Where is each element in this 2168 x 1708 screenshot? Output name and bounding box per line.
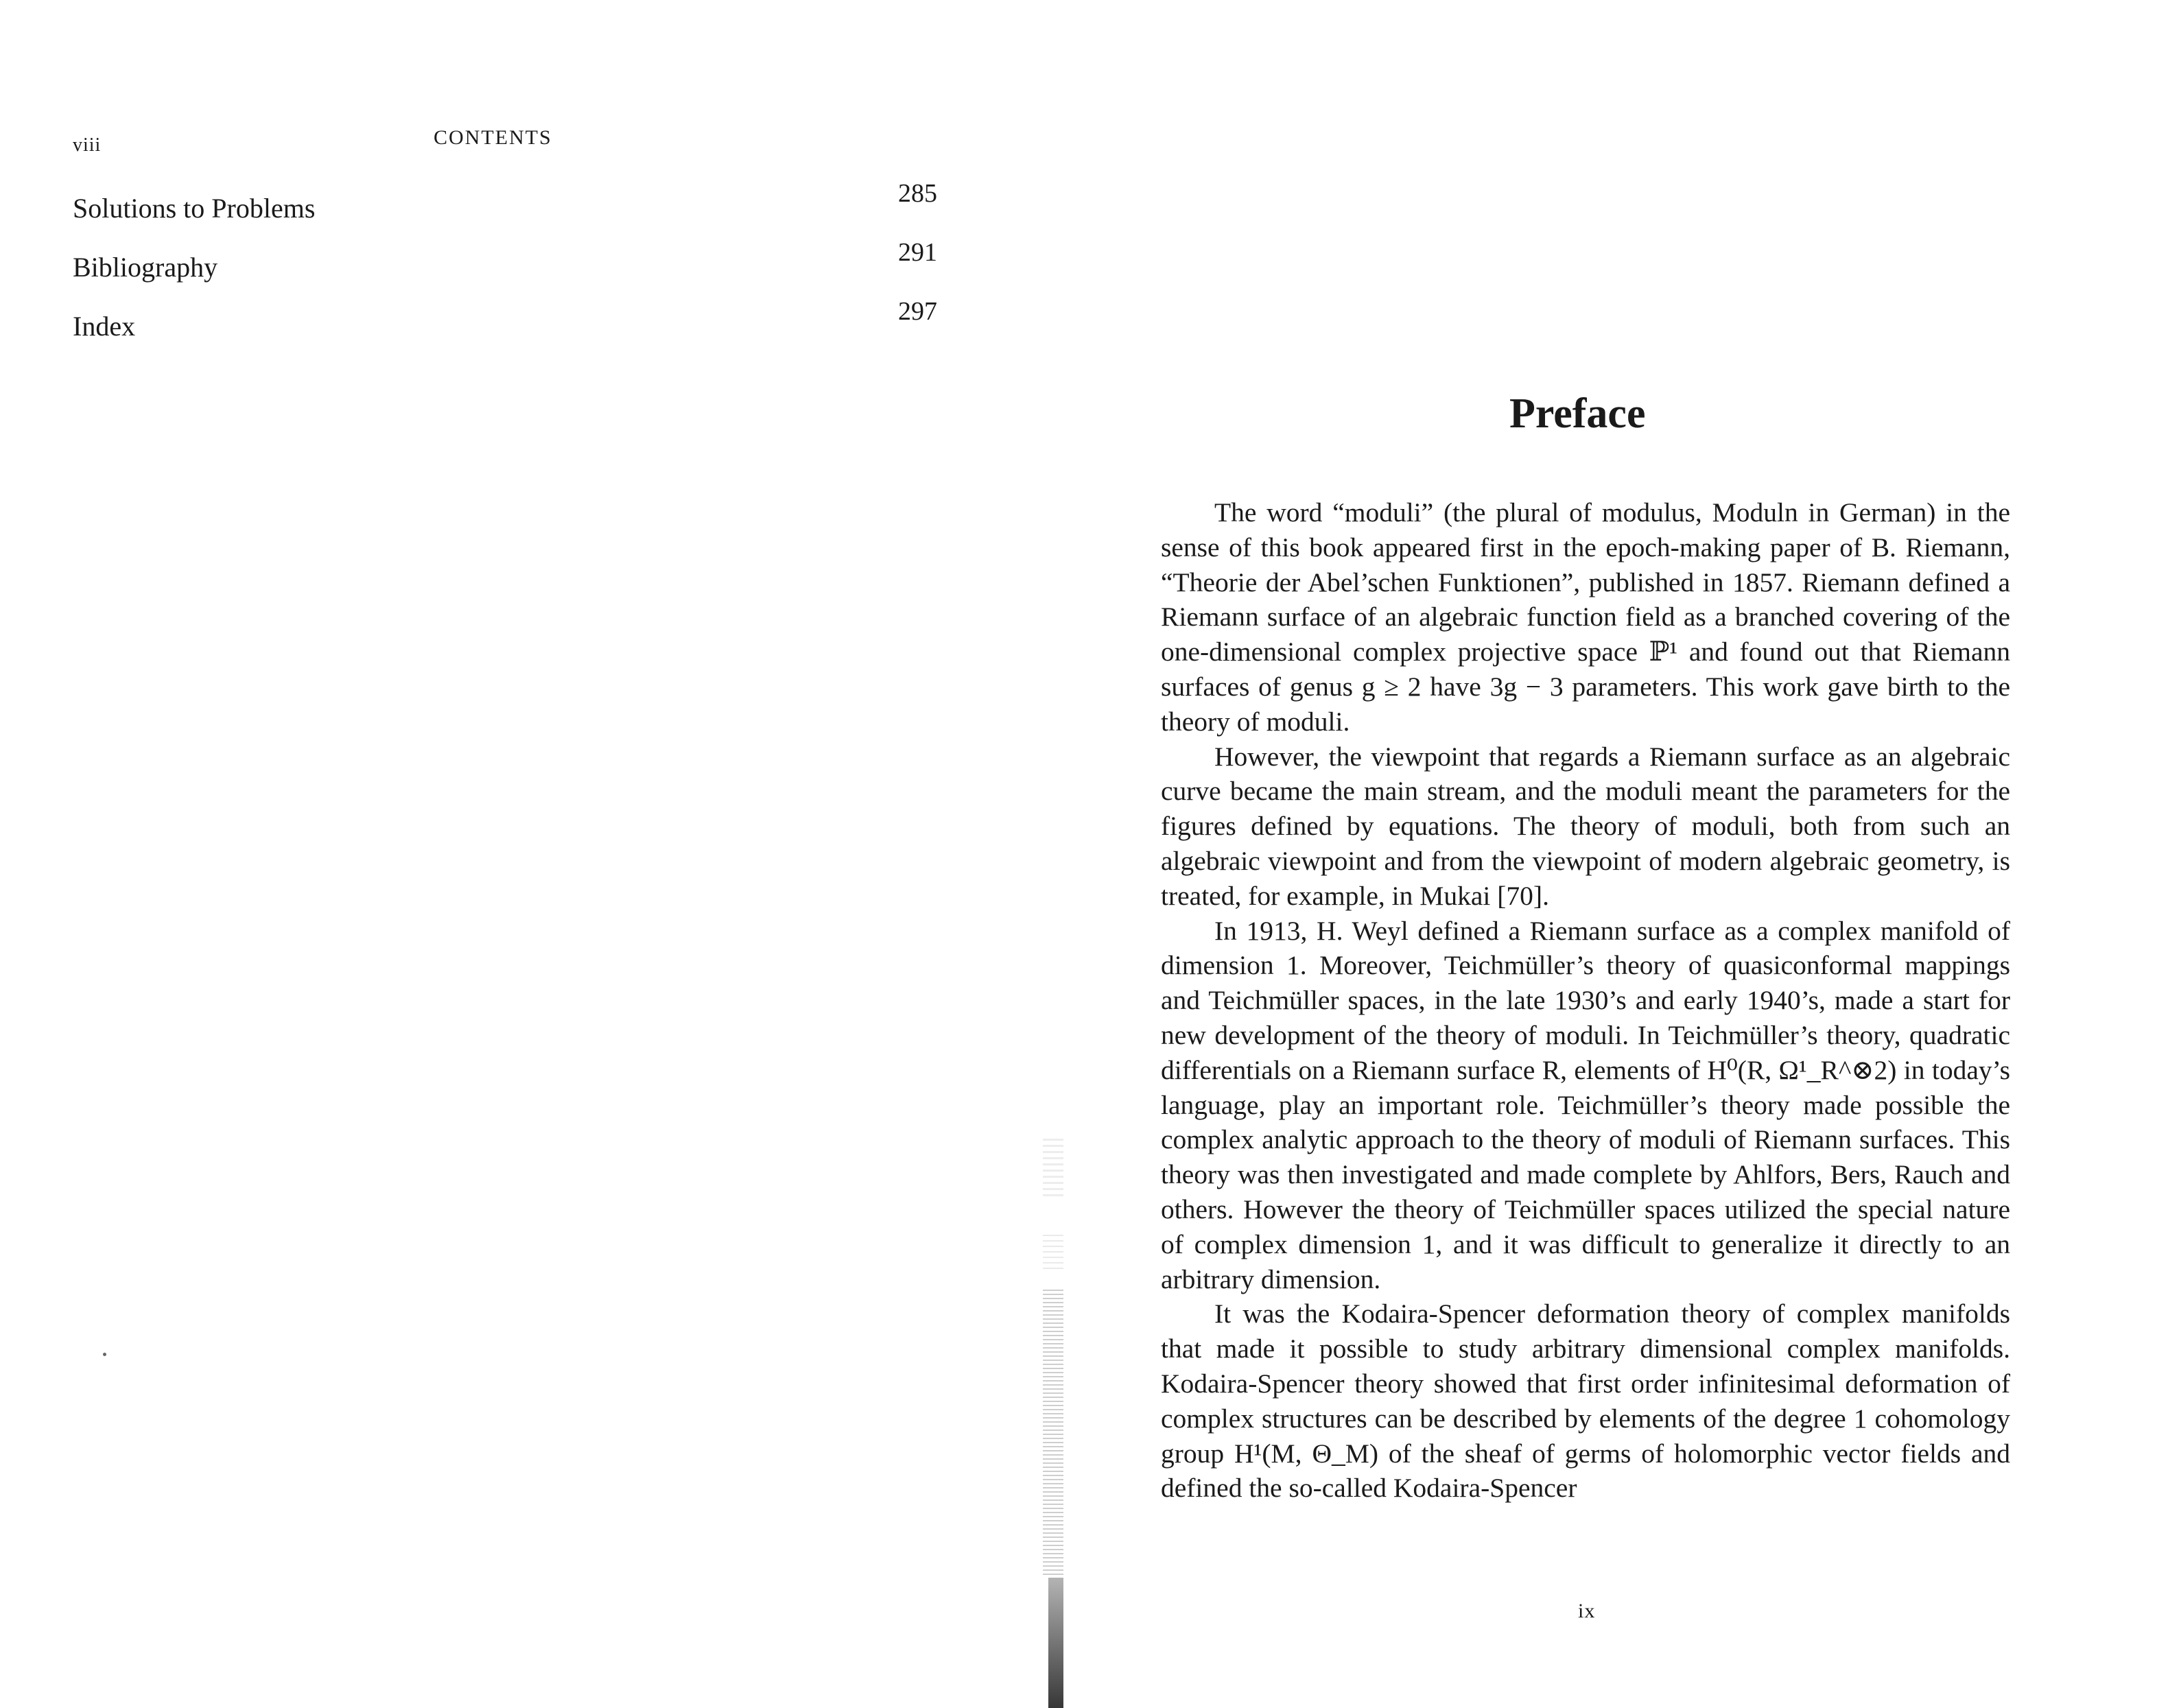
chapter-title: Preface bbox=[1509, 390, 1646, 437]
toc-entry-page: 291 bbox=[898, 238, 937, 267]
preface-body bbox=[1161, 495, 2010, 1506]
paragraph: However, the viewpoint that regards a Riemann surface as an algebraic curve became the main stream, and the moduli meant the parameters for the figures defined by equations. The theory of moduli, both from such an algebraic viewpoint and from the viewpoint of modern algebraic geometry, is treated, for example, in Mukai [70]. bbox=[1161, 741, 2010, 911]
toc-entry-title: Index bbox=[73, 311, 136, 342]
paragraph: The word “moduli” (the plural of modulus, Moduln in German) in the sense of this book appeared first in the epoch-making paper of B. Riemann, “Theorie der Abel’schen Funktionen”, published in 1857. Riemann defined a Riemann surface of an algebraic function field as a branched covering of the one-dimensional complex projective space ℙ¹ and found out that Riemann surfaces of genus g ≥ 2 have 3g − 3 parameters. This work gave birth to the theory of moduli. bbox=[1161, 497, 2010, 737]
toc-entry-title: Bibliography bbox=[73, 252, 218, 283]
toc-entry-title: Solutions to Problems bbox=[73, 193, 316, 224]
toc-entry-page: 297 bbox=[898, 297, 937, 326]
running-head: CONTENTS bbox=[434, 126, 552, 149]
paragraph: It was the Kodaira-Spencer deformation theory of complex manifolds that made it possible to study arbitrary dimensional complex manifolds. Kodaira-Spencer theory showed that first order infinitesimal deformation of complex structures can be described by elements of the degree 1 cohomology group H¹(M, Θ_M) of the sheaf of germs of holomorphic vector fields and defined the so-called Kodaira-Spencer bbox=[1161, 1298, 2010, 1504]
paragraph: In 1913, H. Weyl defined a Riemann surface as a complex manifold of dimension 1. Moreover, Teichmüller’s theory of quasiconformal mappings and Teichmüller spaces, in the late 1930’s and early 1940’s, made a start for new development of the theory of moduli. In Teichmüller’s theory, quadratic differentials on a Riemann surface R, elements of H⁰(R, Ω¹_R^⊗2) in today’s language, play an important role. Teichmüller’s theory made possible the complex analytic approach to the theory of moduli of Riemann surfaces. This theory was then investigated and made complete by Ahlfors, Bers, Rauch and others. However the theory of Teichmüller spaces utilized the special nature of complex dimension 1, and it was difficult to generalize it directly to an arbitrary dimension. bbox=[1161, 915, 2010, 1294]
left-page-number: viii bbox=[73, 134, 102, 156]
toc-entry-page: 285 bbox=[898, 179, 937, 208]
right-page-number: ix bbox=[1578, 1600, 1596, 1622]
